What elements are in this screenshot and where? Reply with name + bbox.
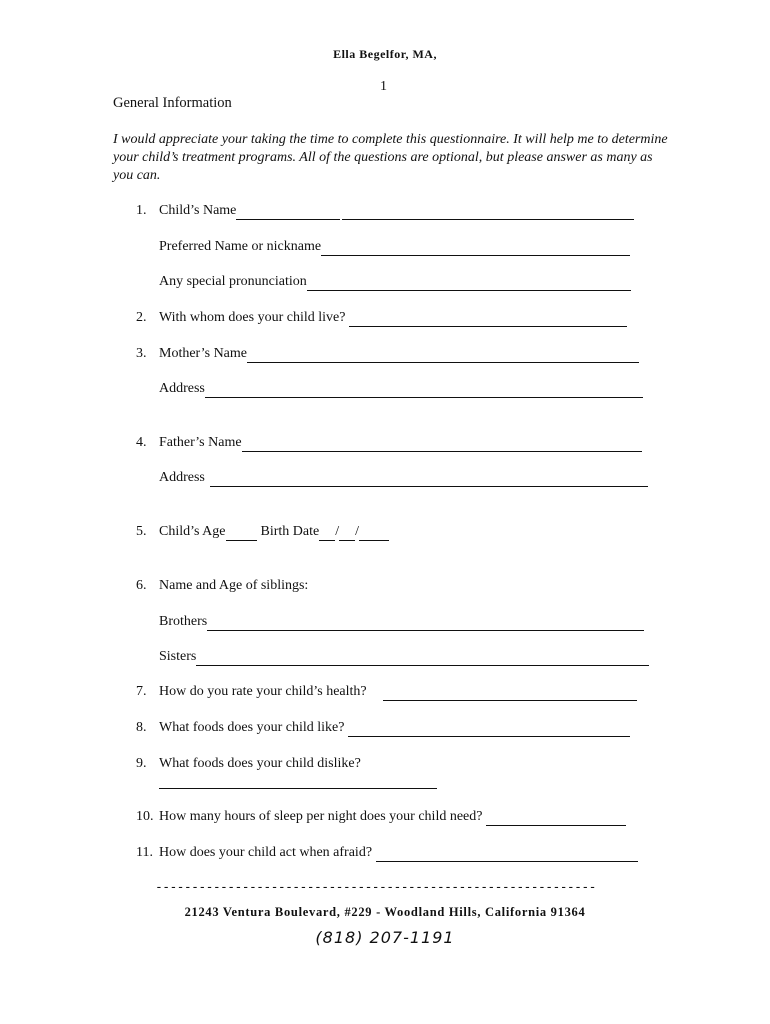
father-address-field[interactable] xyxy=(210,472,648,487)
afraid-behavior-field[interactable] xyxy=(376,847,638,862)
question-number: 10. xyxy=(136,809,154,824)
birth-year-field[interactable] xyxy=(359,526,389,541)
question-6-brothers xyxy=(159,613,644,631)
pronunciation-field[interactable] xyxy=(307,276,631,291)
question-label: How do you rate your child’s health? xyxy=(159,684,367,699)
question-label: Name and Age of siblings: xyxy=(159,578,309,593)
question-label: Brothers xyxy=(159,614,208,629)
question-label: What foods does your child dislike? xyxy=(159,756,361,771)
question-4 xyxy=(136,434,642,452)
question-label: Address xyxy=(159,470,205,485)
question-number: 3. xyxy=(136,346,147,361)
preferred-name-field[interactable] xyxy=(321,241,630,256)
question-1 xyxy=(136,202,634,220)
question-number: 5. xyxy=(136,524,147,539)
question-number: 8. xyxy=(136,720,147,735)
date-separator: / xyxy=(355,524,360,539)
question-5 xyxy=(136,523,389,541)
question-9 xyxy=(136,755,361,773)
date-separator: / xyxy=(335,524,340,539)
lives-with-field[interactable] xyxy=(349,312,627,327)
birth-day-field[interactable] xyxy=(339,526,355,541)
question-11 xyxy=(136,844,638,862)
question-2 xyxy=(136,309,627,327)
question-label: What foods does your child like? xyxy=(159,720,345,735)
question-label: Sisters xyxy=(159,649,197,664)
question-number: 6. xyxy=(136,578,147,593)
foods-disliked-field[interactable] xyxy=(159,774,437,789)
question-10 xyxy=(136,808,626,826)
question-4-address xyxy=(159,469,648,487)
question-label: How does your child act when afraid? xyxy=(159,845,373,860)
question-8 xyxy=(136,719,630,737)
question-6-sisters xyxy=(159,648,649,666)
brothers-field[interactable] xyxy=(207,616,644,631)
question-number: 2. xyxy=(136,310,147,325)
question-number: 11. xyxy=(136,845,153,860)
question-9-answer xyxy=(159,774,437,789)
birth-date-label: Birth Date xyxy=(260,524,320,539)
foods-liked-field[interactable] xyxy=(348,722,630,737)
question-label: Any special pronunciation xyxy=(159,274,307,289)
question-label: Child’s Age xyxy=(159,524,226,539)
sleep-hours-field[interactable] xyxy=(486,811,626,826)
question-label: With whom does your child live? xyxy=(159,310,346,325)
footer-phone: (818) 207-1191 xyxy=(315,928,455,947)
footer-divider: ------------------------------------------------------------- xyxy=(155,880,596,895)
question-label: Address xyxy=(159,381,205,396)
footer-address: 21243 Ventura Boulevard, #229 - Woodland Hills, California 91364 xyxy=(184,905,586,919)
question-3-address xyxy=(159,380,643,398)
question-6 xyxy=(136,577,308,595)
child-name-field[interactable] xyxy=(236,205,340,220)
question-1-pronunciation xyxy=(159,273,631,291)
child-name-field-2[interactable] xyxy=(342,205,634,220)
father-name-field[interactable] xyxy=(242,437,642,452)
question-label: Mother’s Name xyxy=(159,346,247,361)
question-label: Father’s Name xyxy=(159,435,242,450)
question-number: 1. xyxy=(136,203,147,218)
page-number: 1 xyxy=(380,79,387,94)
health-rating-field[interactable] xyxy=(383,686,637,701)
question-number: 4. xyxy=(136,435,147,450)
mother-address-field[interactable] xyxy=(205,383,643,398)
birth-month-field[interactable] xyxy=(319,526,335,541)
child-age-field[interactable] xyxy=(226,526,257,541)
question-1-preferred-name xyxy=(159,238,630,256)
header-author: Ella Begelfor, MA, xyxy=(333,47,437,61)
question-number: 9. xyxy=(136,756,147,771)
question-7 xyxy=(136,683,637,701)
section-title: General Information xyxy=(113,95,232,111)
sisters-field[interactable] xyxy=(196,651,649,666)
question-label: How many hours of sleep per night does your child need? xyxy=(159,809,483,824)
question-label: Child’s Name xyxy=(159,203,237,218)
intro-paragraph: I would appreciate your taking the time to complete this questionnaire. It will help me to determine your child’s treatment programs. All of the questions are optional, but please answer as many as you can. xyxy=(113,132,668,183)
question-number: 7. xyxy=(136,684,147,699)
question-3 xyxy=(136,345,639,363)
mother-name-field[interactable] xyxy=(247,348,639,363)
question-label: Preferred Name or nickname xyxy=(159,239,322,254)
